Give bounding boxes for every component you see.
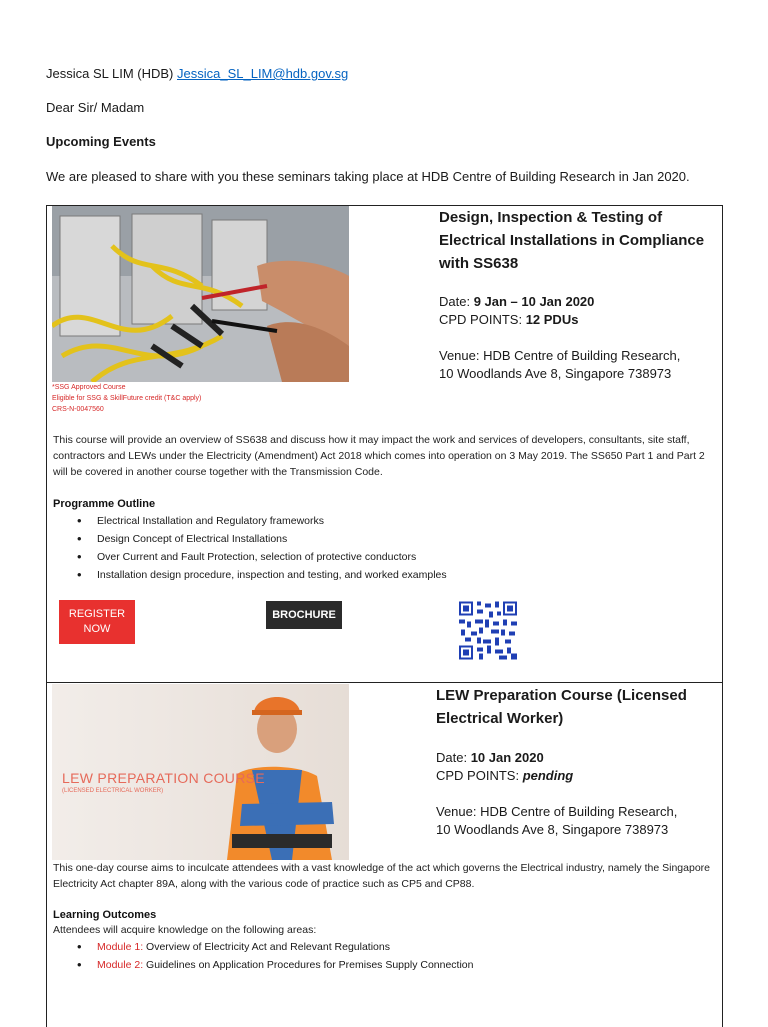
lew-course-photo xyxy=(52,684,349,860)
ssg-note-line1: *SSG Approved Course xyxy=(52,384,126,391)
list-item: • Installation design procedure, inspection and testing, and worked examples xyxy=(73,566,447,584)
event1-description: This course will provide an overview of SS638 and discuss how it may impact the work and services of developers, consultants, site staff, contractors and LEWs under the Electricity (Amendment) Act 2018 which comes into operation on 3 May 2019. The SS650 Part 1 and Part 2 will be covered in another course together with the Transmission Code. xyxy=(53,434,705,478)
date-value: 10 Jan 2020 xyxy=(470,750,544,765)
outcomes-intro: Attendees will acquire knowledge on the following areas: xyxy=(53,924,317,936)
programme-outline-list xyxy=(73,512,447,584)
cpd-label: CPD POINTS: xyxy=(436,768,523,783)
module-label: Module 2: xyxy=(97,959,144,971)
cpd-value: pending xyxy=(522,768,574,783)
event1-cpd xyxy=(439,311,680,329)
date-label: Date: xyxy=(436,750,471,765)
event2-date xyxy=(436,749,677,767)
register-now-button[interactable] xyxy=(59,600,135,644)
event1-title xyxy=(439,206,704,275)
event2-title-line1: LEW Preparation Course (Licensed xyxy=(436,687,687,704)
cpd-value: 12 PDUs xyxy=(525,312,579,327)
section-title: Upcoming Events xyxy=(46,134,156,149)
module-text: Guidelines on Application Procedures for Premises Supply Connection xyxy=(143,959,474,971)
event1-date xyxy=(439,293,680,311)
event1-title-line3: with SS638 xyxy=(439,255,519,272)
list-item xyxy=(73,938,473,956)
event1-venue-line1: Venue: HDB Centre of Building Research, xyxy=(439,348,681,363)
date-label: Date: xyxy=(439,294,474,309)
module-label: Module 1: xyxy=(97,941,144,953)
banner-subtitle: (LICENSED ELECTRICAL WORKER) xyxy=(62,788,164,794)
date-value: 9 Jan – 10 Jan 2020 xyxy=(473,294,595,309)
event2-venue-line2: 10 Woodlands Ave 8, Singapore 738973 xyxy=(436,822,669,837)
event2-details xyxy=(436,749,677,839)
module-text: Overview of Electricity Act and Relevant Regulations xyxy=(143,941,390,953)
event2-venue-line1: Venue: HDB Centre of Building Research, xyxy=(436,804,678,819)
event2-description: This one-day course aims to inculcate attendees with a vast knowledge of the act which governs the Electrical industry, namely the Singapore Electricity Act chapter 89A, along with the various code of practice such as CP5 and CP88. xyxy=(53,862,710,890)
banner-title: LEW PREPARATION COURSE xyxy=(62,770,265,786)
sender-name: Jessica SL LIM (HDB) xyxy=(46,66,177,81)
list-item: • Design Concept of Electrical Installations xyxy=(73,530,447,548)
event1-venue-line2: 10 Woodlands Ave 8, Singapore 738973 xyxy=(439,366,672,381)
brochure-button[interactable]: BROCHURE xyxy=(266,601,342,629)
electrical-panel-photo xyxy=(52,206,349,382)
qr-code-icon[interactable] xyxy=(459,601,517,660)
ssg-note-line2: Eligible for SSG & SkillFuture credit (T&C apply) xyxy=(52,395,202,402)
ssg-note-line3: CRS-N-0047560 xyxy=(52,406,104,413)
cpd-label: CPD POINTS: xyxy=(439,312,526,327)
event2-title-line2: Electrical Worker) xyxy=(436,710,564,727)
list-item: • Over Current and Fault Protection, selection of protective conductors xyxy=(73,548,447,566)
sender-email-link[interactable]: Jessica_SL_LIM@hdb.gov.sg xyxy=(177,66,349,81)
greeting: Dear Sir/ Madam xyxy=(46,100,145,115)
event1-title-line2: Electrical Installations in Compliance xyxy=(439,232,705,249)
register-label-line1: REGISTER xyxy=(68,608,126,620)
list-item xyxy=(73,956,473,974)
module-list xyxy=(73,938,473,974)
event1-title-line1: Design, Inspection & Testing of xyxy=(439,209,663,226)
sender-line xyxy=(46,66,348,81)
intro-text: We are pleased to share with you these seminars taking place at HDB Centre of Building Research in Jan 2020. xyxy=(46,169,690,184)
list-item: • Electrical Installation and Regulatory frameworks xyxy=(73,512,447,530)
ssg-note xyxy=(52,382,201,415)
event2-title xyxy=(436,684,687,730)
event1-details xyxy=(439,293,680,383)
outline-title: Programme Outline xyxy=(53,498,156,510)
event2-cpd xyxy=(436,767,677,785)
register-label-line2: NOW xyxy=(83,623,111,635)
outcomes-title: Learning Outcomes xyxy=(53,909,157,921)
